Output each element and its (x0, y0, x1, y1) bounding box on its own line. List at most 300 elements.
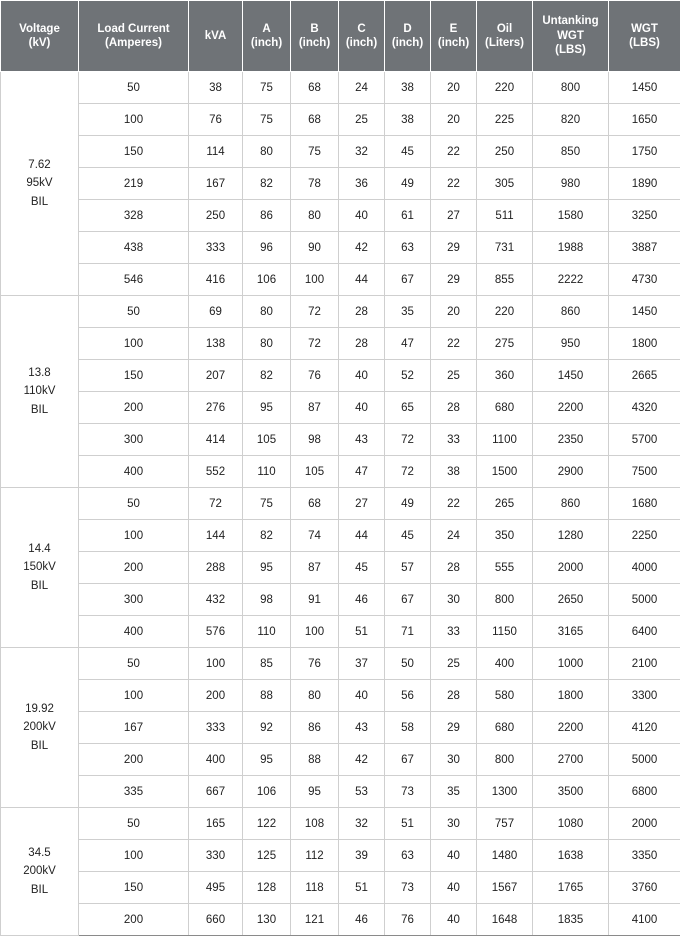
table-cell: 1500 (477, 456, 533, 488)
table-cell: 96 (243, 232, 291, 264)
table-cell: 400 (79, 456, 189, 488)
table-cell: 3500 (533, 776, 609, 808)
table-cell: 300 (79, 424, 189, 456)
table-cell: 45 (385, 136, 431, 168)
table-cell: 731 (477, 232, 533, 264)
table-cell: 38 (385, 104, 431, 136)
table-row (1, 744, 680, 776)
table-header (1, 1, 680, 72)
bil-rating: 95kV (3, 174, 76, 192)
table-cell: 1750 (609, 136, 680, 168)
column-header-label: C (357, 23, 365, 35)
table-cell: 2250 (609, 520, 680, 552)
column-header-unit: (inch) (293, 36, 336, 50)
table-cell: 2000 (609, 808, 680, 840)
table-cell: 414 (189, 424, 243, 456)
table-cell: 52 (385, 360, 431, 392)
table-cell: 2200 (533, 712, 609, 744)
table-cell: 1580 (533, 200, 609, 232)
table-row (1, 584, 680, 616)
table-cell: 42 (339, 232, 385, 264)
table-cell: 1480 (477, 840, 533, 872)
table-row (1, 904, 680, 936)
table-cell: 36 (339, 168, 385, 200)
table-cell: 106 (243, 264, 291, 296)
table-cell: 100 (79, 520, 189, 552)
table-cell: 333 (189, 712, 243, 744)
table-cell: 82 (243, 360, 291, 392)
table-body (1, 72, 680, 936)
table-cell: 100 (189, 648, 243, 680)
table-cell: 220 (477, 296, 533, 328)
bil-rating: 200kV (3, 862, 76, 880)
table-cell: 335 (79, 776, 189, 808)
table-cell: 5700 (609, 424, 680, 456)
column-header-untanking-wgt (533, 1, 609, 72)
table-cell: 4100 (609, 904, 680, 936)
table-cell: 30 (431, 808, 477, 840)
table-cell: 74 (291, 520, 339, 552)
table-cell: 22 (431, 136, 477, 168)
table-cell: 360 (477, 360, 533, 392)
table-cell: 2650 (533, 584, 609, 616)
table-cell: 22 (431, 328, 477, 360)
table-cell: 106 (243, 776, 291, 808)
table-cell: 24 (431, 520, 477, 552)
table-cell: 100 (291, 616, 339, 648)
table-cell: 2222 (533, 264, 609, 296)
table-cell: 30 (431, 744, 477, 776)
table-cell: 2700 (533, 744, 609, 776)
table-cell: 50 (79, 296, 189, 328)
table-cell: 47 (385, 328, 431, 360)
table-cell: 200 (79, 744, 189, 776)
table-cell: 850 (533, 136, 609, 168)
table-cell: 95 (291, 776, 339, 808)
table-cell: 1000 (533, 648, 609, 680)
table-cell: 40 (339, 392, 385, 424)
table-cell: 125 (243, 840, 291, 872)
column-header-unit: (inch) (341, 36, 382, 50)
voltage-value: 34.5 (3, 844, 76, 862)
table-cell: 4320 (609, 392, 680, 424)
column-header-d (385, 1, 431, 72)
voltage-group-cell (1, 648, 79, 808)
column-header-b (291, 1, 339, 72)
table-cell: 100 (79, 680, 189, 712)
table-cell: 46 (339, 904, 385, 936)
voltage-group-cell (1, 296, 79, 488)
table-cell: 200 (79, 904, 189, 936)
table-cell: 300 (79, 584, 189, 616)
table-cell: 511 (477, 200, 533, 232)
column-header-load-current (79, 1, 189, 72)
table-cell: 1280 (533, 520, 609, 552)
table-cell: 37 (339, 648, 385, 680)
table-cell: 56 (385, 680, 431, 712)
table-cell: 6400 (609, 616, 680, 648)
voltage-group-cell (1, 488, 79, 648)
table-cell: 667 (189, 776, 243, 808)
table-cell: 40 (339, 360, 385, 392)
table-cell: 28 (431, 392, 477, 424)
table-cell: 88 (291, 744, 339, 776)
table-cell: 76 (291, 360, 339, 392)
table-cell: 76 (189, 104, 243, 136)
table-cell: 207 (189, 360, 243, 392)
table-cell: 800 (533, 72, 609, 104)
table-cell: 1300 (477, 776, 533, 808)
table-cell: 7500 (609, 456, 680, 488)
table-cell: 1450 (609, 296, 680, 328)
table-cell: 855 (477, 264, 533, 296)
table-cell: 22 (431, 168, 477, 200)
table-row (1, 168, 680, 200)
table-cell: 5000 (609, 744, 680, 776)
table-cell: 165 (189, 808, 243, 840)
table-cell: 50 (79, 72, 189, 104)
table-cell: 416 (189, 264, 243, 296)
table-cell: 800 (477, 744, 533, 776)
table-row (1, 712, 680, 744)
table-cell: 61 (385, 200, 431, 232)
table-cell: 1890 (609, 168, 680, 200)
table-cell: 305 (477, 168, 533, 200)
table-cell: 432 (189, 584, 243, 616)
table-cell: 128 (243, 872, 291, 904)
table-cell: 1800 (609, 328, 680, 360)
column-header-label: B (310, 23, 318, 35)
table-cell: 98 (291, 424, 339, 456)
table-cell: 100 (291, 264, 339, 296)
table-cell: 30 (431, 584, 477, 616)
table-cell: 75 (243, 104, 291, 136)
table-cell: 32 (339, 136, 385, 168)
table-cell: 67 (385, 264, 431, 296)
table-cell: 118 (291, 872, 339, 904)
table-cell: 80 (291, 680, 339, 712)
table-cell: 400 (79, 616, 189, 648)
table-cell: 220 (477, 72, 533, 104)
table-cell: 27 (339, 488, 385, 520)
table-cell: 1100 (477, 424, 533, 456)
table-cell: 5000 (609, 584, 680, 616)
table-cell: 950 (533, 328, 609, 360)
table-cell: 1638 (533, 840, 609, 872)
column-header-unit: (Liters) (479, 36, 530, 50)
column-header-unit: (inch) (433, 36, 474, 50)
table-cell: 250 (477, 136, 533, 168)
column-header-label: Load Current (97, 23, 169, 35)
table-cell: 50 (385, 648, 431, 680)
table-row (1, 680, 680, 712)
table-cell: 69 (189, 296, 243, 328)
table-cell: 860 (533, 296, 609, 328)
table-cell: 80 (243, 296, 291, 328)
bil-rating: 150kV (3, 558, 76, 576)
table-cell: 100 (79, 328, 189, 360)
table-cell: 44 (339, 520, 385, 552)
table-cell: 40 (431, 904, 477, 936)
table-cell: 29 (431, 712, 477, 744)
column-header-unit: (inch) (245, 36, 288, 50)
column-header-a (243, 1, 291, 72)
voltage-value: 13.8 (3, 364, 76, 382)
table-cell: 76 (291, 648, 339, 680)
table-row (1, 552, 680, 584)
table-cell: 82 (243, 168, 291, 200)
table-cell: 3250 (609, 200, 680, 232)
table-cell: 1650 (609, 104, 680, 136)
table-cell: 87 (291, 392, 339, 424)
table-cell: 400 (189, 744, 243, 776)
table-cell: 50 (79, 808, 189, 840)
column-header-unit: (inch) (387, 36, 428, 50)
table-cell: 680 (477, 392, 533, 424)
table-cell: 150 (79, 136, 189, 168)
table-row (1, 136, 680, 168)
table-cell: 46 (339, 584, 385, 616)
table-cell: 1680 (609, 488, 680, 520)
table-cell: 39 (339, 840, 385, 872)
table-cell: 3350 (609, 840, 680, 872)
table-cell: 43 (339, 424, 385, 456)
table-cell: 27 (431, 200, 477, 232)
column-header-label: E (450, 23, 458, 35)
table-cell: 980 (533, 168, 609, 200)
table-row (1, 840, 680, 872)
table-cell: 35 (385, 296, 431, 328)
table-cell: 90 (291, 232, 339, 264)
table-cell: 1567 (477, 872, 533, 904)
table-cell: 144 (189, 520, 243, 552)
table-cell: 51 (339, 872, 385, 904)
table-cell: 80 (243, 328, 291, 360)
table-cell: 68 (291, 72, 339, 104)
table-cell: 288 (189, 552, 243, 584)
table-cell: 20 (431, 104, 477, 136)
table-cell: 95 (243, 392, 291, 424)
table-cell: 51 (339, 616, 385, 648)
table-cell: 2000 (533, 552, 609, 584)
table-cell: 495 (189, 872, 243, 904)
column-header-label: Voltage (19, 23, 60, 35)
table-cell: 63 (385, 840, 431, 872)
table-cell: 63 (385, 232, 431, 264)
table-cell: 86 (291, 712, 339, 744)
table-cell: 138 (189, 328, 243, 360)
table-cell: 330 (189, 840, 243, 872)
table-cell: 265 (477, 488, 533, 520)
table-cell: 350 (477, 520, 533, 552)
table-cell: 40 (339, 200, 385, 232)
table-row (1, 808, 680, 840)
table-cell: 4120 (609, 712, 680, 744)
table-cell: 660 (189, 904, 243, 936)
column-header-label: D (403, 23, 411, 35)
table-cell: 2100 (609, 648, 680, 680)
table-row (1, 776, 680, 808)
column-header-label: A (262, 23, 270, 35)
table-cell: 3887 (609, 232, 680, 264)
table-cell: 43 (339, 712, 385, 744)
table-cell: 25 (431, 648, 477, 680)
table-cell: 1150 (477, 616, 533, 648)
table-cell: 86 (243, 200, 291, 232)
table-cell: 68 (291, 104, 339, 136)
table-cell: 42 (339, 744, 385, 776)
table-cell: 546 (79, 264, 189, 296)
column-header-label: Untanking WGT (542, 15, 598, 41)
table-cell: 6800 (609, 776, 680, 808)
table-cell: 80 (243, 136, 291, 168)
table-cell: 1450 (609, 72, 680, 104)
table-cell: 1835 (533, 904, 609, 936)
table-cell: 68 (291, 488, 339, 520)
table-cell: 250 (189, 200, 243, 232)
table-cell: 20 (431, 296, 477, 328)
voltage-group-cell (1, 808, 79, 936)
table-cell: 75 (243, 72, 291, 104)
table-cell: 92 (243, 712, 291, 744)
table-row (1, 424, 680, 456)
table-cell: 112 (291, 840, 339, 872)
table-cell: 1450 (533, 360, 609, 392)
table-cell: 576 (189, 616, 243, 648)
table-cell: 28 (431, 680, 477, 712)
table-cell: 91 (291, 584, 339, 616)
table-cell: 130 (243, 904, 291, 936)
table-row (1, 360, 680, 392)
column-header-unit: (kV) (3, 36, 76, 50)
table-row (1, 488, 680, 520)
table-cell: 1765 (533, 872, 609, 904)
table-cell: 328 (79, 200, 189, 232)
table-cell: 108 (291, 808, 339, 840)
table-cell: 200 (79, 552, 189, 584)
table-row (1, 200, 680, 232)
table-cell: 167 (79, 712, 189, 744)
table-cell: 75 (243, 488, 291, 520)
table-cell: 95 (243, 744, 291, 776)
table-cell: 38 (385, 72, 431, 104)
bil-label: BIL (3, 737, 76, 755)
table-cell: 24 (339, 72, 385, 104)
column-header-wgt (609, 1, 680, 72)
table-cell: 49 (385, 168, 431, 200)
table-cell: 1080 (533, 808, 609, 840)
table-cell: 87 (291, 552, 339, 584)
table-cell: 32 (339, 808, 385, 840)
table-cell: 121 (291, 904, 339, 936)
table-cell: 72 (385, 456, 431, 488)
table-cell: 38 (189, 72, 243, 104)
table-row (1, 328, 680, 360)
table-cell: 2665 (609, 360, 680, 392)
table-cell: 333 (189, 232, 243, 264)
table-cell: 110 (243, 456, 291, 488)
table-cell: 44 (339, 264, 385, 296)
column-header-label: kVA (205, 30, 227, 42)
table-cell: 757 (477, 808, 533, 840)
table-cell: 58 (385, 712, 431, 744)
table-cell: 400 (477, 648, 533, 680)
table-row (1, 648, 680, 680)
table-cell: 680 (477, 712, 533, 744)
table-cell: 65 (385, 392, 431, 424)
table-cell: 275 (477, 328, 533, 360)
table-cell: 40 (339, 680, 385, 712)
table-cell: 45 (385, 520, 431, 552)
table-cell: 85 (243, 648, 291, 680)
voltage-group-cell (1, 72, 79, 296)
column-header-oil (477, 1, 533, 72)
table-cell: 38 (431, 456, 477, 488)
table-cell: 53 (339, 776, 385, 808)
table-cell: 860 (533, 488, 609, 520)
bil-label: BIL (3, 577, 76, 595)
table-cell: 225 (477, 104, 533, 136)
table-cell: 78 (291, 168, 339, 200)
table-cell: 25 (339, 104, 385, 136)
table-cell: 276 (189, 392, 243, 424)
table-cell: 95 (243, 552, 291, 584)
table-cell: 80 (291, 200, 339, 232)
table-cell: 105 (291, 456, 339, 488)
table-cell: 82 (243, 520, 291, 552)
column-header-kva (189, 1, 243, 72)
table-row (1, 616, 680, 648)
table-cell: 2200 (533, 392, 609, 424)
table-cell: 40 (431, 840, 477, 872)
table-cell: 72 (385, 424, 431, 456)
table-cell: 552 (189, 456, 243, 488)
table-cell: 28 (339, 328, 385, 360)
table-cell: 1800 (533, 680, 609, 712)
voltage-value: 7.62 (3, 156, 76, 174)
column-header-unit: (LBS) (611, 36, 678, 50)
table-cell: 820 (533, 104, 609, 136)
table-row (1, 456, 680, 488)
table-cell: 47 (339, 456, 385, 488)
table-cell: 76 (385, 904, 431, 936)
table-cell: 29 (431, 232, 477, 264)
bil-label: BIL (3, 193, 76, 211)
table-cell: 28 (339, 296, 385, 328)
bil-label: BIL (3, 881, 76, 899)
table-cell: 167 (189, 168, 243, 200)
table-cell: 28 (431, 552, 477, 584)
bil-label: BIL (3, 401, 76, 419)
table-cell: 57 (385, 552, 431, 584)
table-row (1, 392, 680, 424)
table-cell: 33 (431, 616, 477, 648)
table-cell: 20 (431, 72, 477, 104)
table-cell: 73 (385, 872, 431, 904)
table-cell: 51 (385, 808, 431, 840)
table-cell: 1988 (533, 232, 609, 264)
table-row (1, 264, 680, 296)
table-cell: 73 (385, 776, 431, 808)
table-cell: 3165 (533, 616, 609, 648)
table-cell: 200 (79, 392, 189, 424)
table-cell: 438 (79, 232, 189, 264)
column-header-label: WGT (631, 23, 658, 35)
table-cell: 98 (243, 584, 291, 616)
column-header-unit: (LBS) (535, 43, 606, 57)
table-cell: 3300 (609, 680, 680, 712)
table-cell: 33 (431, 424, 477, 456)
